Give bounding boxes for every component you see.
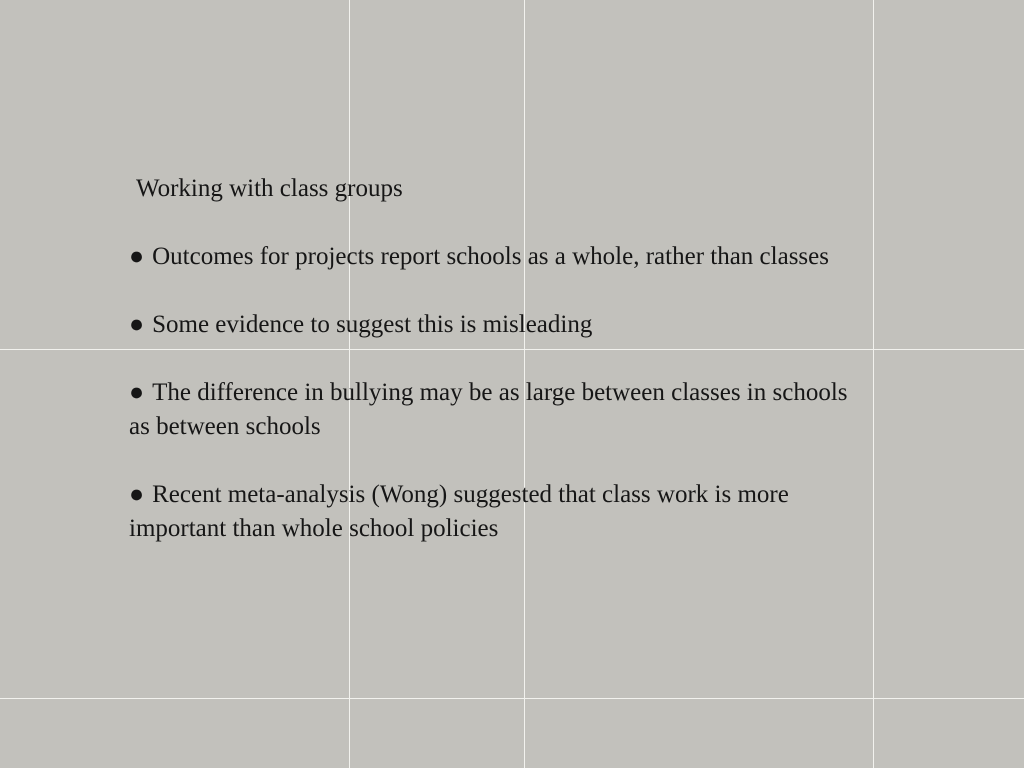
slide-title: Working with class groups: [136, 175, 403, 202]
bullet-item: [129, 478, 859, 546]
grid-line-horizontal: [0, 698, 1024, 699]
bullet-text: Recent meta-analysis (Wong) suggested that class work is more important than whole school policies: [129, 481, 789, 542]
bullet-icon: ●: [129, 311, 145, 338]
bullet-icon: ●: [129, 379, 145, 406]
grid-line-vertical: [873, 0, 874, 768]
bullet-icon: ●: [129, 243, 145, 270]
bullet-item: [129, 376, 859, 444]
bullet-text: Outcomes for projects report schools as a whole, rather than classes: [152, 243, 829, 270]
bullet-item: [129, 308, 859, 342]
slide-content: [129, 172, 859, 580]
bullet-item: [129, 240, 859, 274]
bullet-text: The difference in bullying may be as large between classes in schools as between schools: [129, 379, 848, 440]
bullet-icon: ●: [129, 481, 145, 508]
bullet-text: Some evidence to suggest this is misleading: [152, 311, 593, 338]
